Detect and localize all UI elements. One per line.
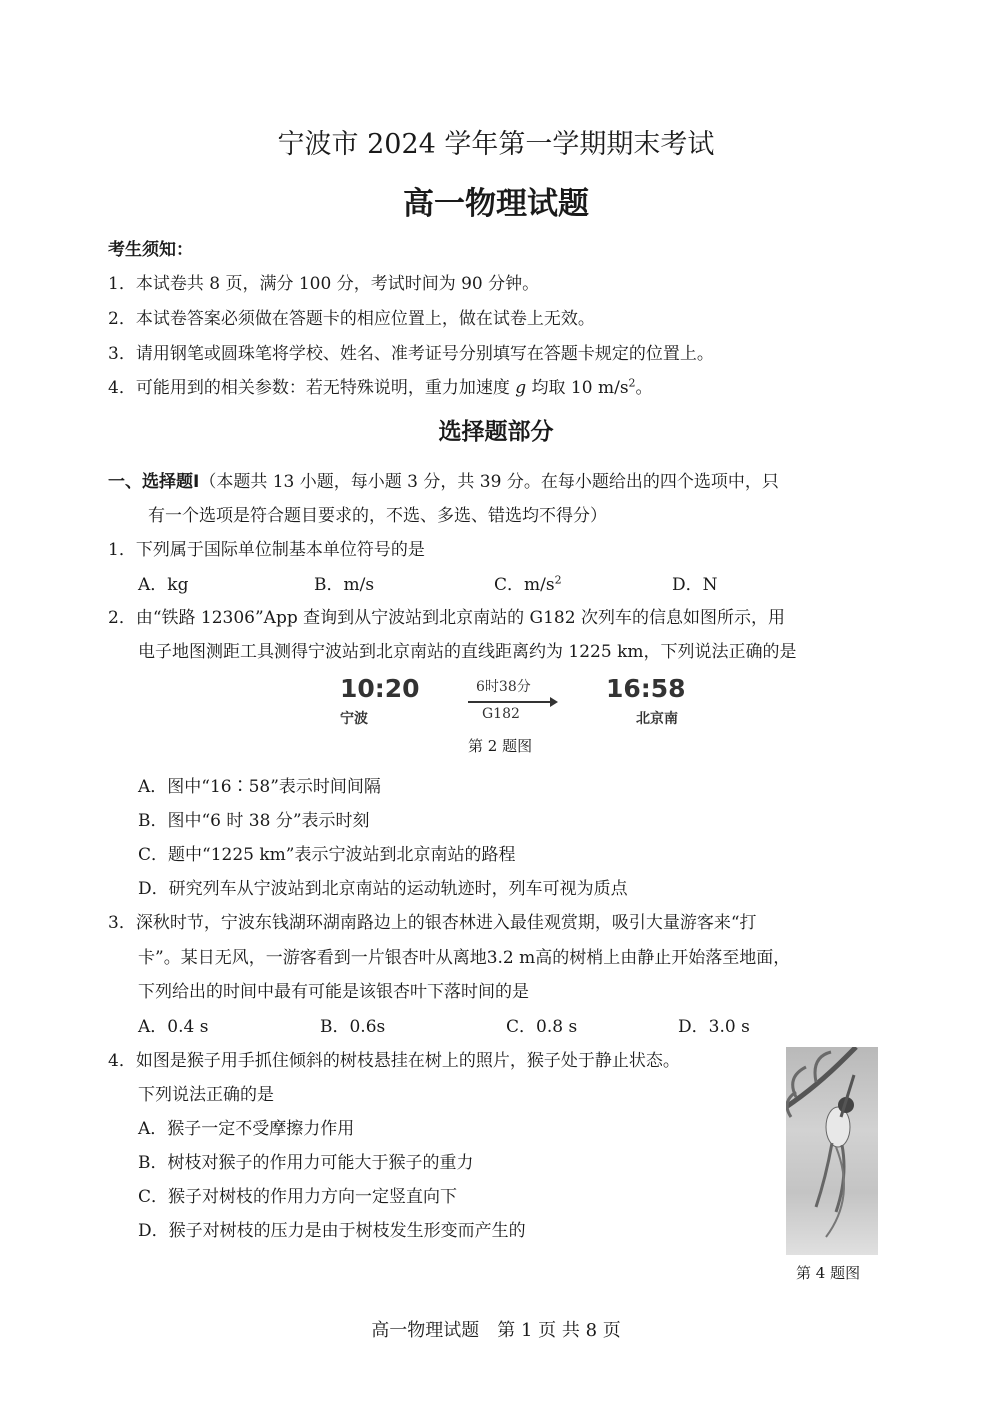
q1-option-c-exp: 2: [554, 573, 562, 587]
q3-option-a: A．0.4 s: [138, 1017, 209, 1037]
notice-item: 2．本试卷答案必须做在答题卡的相应位置上，做在试卷上无效。: [108, 309, 595, 329]
depart-station: 宁波: [340, 711, 368, 727]
q2-option-d: D．研究列车从宁波站到北京南站的运动轨迹时，列车可视为质点: [138, 879, 628, 899]
q2-stem-cont: 电子地图测距工具测得宁波站到北京南站的直线距离约为 1225 km，下列说法正确的是: [138, 642, 797, 662]
q1-option-b: B．m/s: [314, 575, 375, 595]
train-info-figure: [336, 672, 696, 732]
figure-4-caption: 第 4 题图: [796, 1264, 861, 1282]
q4-option-c: C．猴子对树枝的作用力方向一定竖直向下: [138, 1187, 458, 1207]
part1-header: [108, 467, 779, 492]
q3-option-c: C．0.8 s: [506, 1017, 578, 1037]
q4-option-a: A．猴子一定不受摩擦力作用: [138, 1119, 355, 1139]
q2-option-a: A．图中“16∶58”表示时间间隔: [138, 777, 381, 797]
monkey-illustration: [786, 1047, 878, 1255]
q4-option-d: D．猴子对树枝的压力是由于树枝发生形变而产生的: [138, 1221, 526, 1241]
q2-option-b: B．图中“6 时 38 分”表示时刻: [138, 811, 370, 831]
q1-option-d: D．N: [672, 575, 718, 595]
part1-desc: （本题共 13 小题，每小题 3 分，共 39 分。在每小题给出的四个选项中，只: [199, 472, 779, 492]
arrive-time: 16:58: [606, 674, 686, 703]
part1-label: 一、选择题Ⅰ: [108, 472, 200, 492]
trip-duration: 6时38分: [476, 679, 531, 695]
q1-option-c: [494, 570, 562, 595]
arrow-right-icon: [468, 701, 556, 703]
unit-exponent: 2: [628, 376, 636, 390]
q4-stem-cont: 下列说法正确的是: [138, 1085, 274, 1105]
q1-option-a: A．kg: [138, 575, 189, 595]
q4-stem: 4．如图是猴子用手抓住倾斜的树枝悬挂在树上的照片，猴子处于静止状态。: [108, 1051, 680, 1071]
exam-title: 宁波市 2024 学年第一学期期末考试: [277, 129, 715, 160]
q2-stem: 2．由“铁路 12306”App 查询到从宁波站到北京南站的 G182 次列车的信息如图所示，用: [108, 608, 785, 628]
gravity-symbol: g: [515, 378, 527, 398]
monkey-photo: [786, 1047, 878, 1255]
train-number: G182: [482, 706, 520, 722]
q2-option-c: C．题中“1225 km”表示宁波站到北京南站的路程: [138, 845, 516, 865]
notice-item-4-end: 。: [635, 378, 653, 398]
q1-stem: 1．下列属于国际单位制基本单位符号的是: [108, 540, 425, 560]
q3-option-b: B．0.6s: [320, 1017, 386, 1037]
notice-item: 3．请用钢笔或圆珠笔将学校、姓名、准考证号分别填写在答题卡规定的位置上。: [108, 344, 714, 364]
arrive-station: 北京南: [636, 711, 678, 727]
q3-option-d: D．3.0 s: [678, 1017, 750, 1037]
q3-stem-cont: 卡”。某日无风，一游客看到一片银杏叶从离地3.2 m高的树梢上由静止开始落至地面，: [138, 948, 791, 968]
q4-option-b: B．树枝对猴子的作用力可能大于猴子的重力: [138, 1153, 474, 1173]
figure-2-caption: 第 2 题图: [468, 737, 533, 755]
notice-item-4-prefix: 4．可能用到的相关参数：若无特殊说明，重力加速度: [108, 378, 510, 398]
notice-item: 1．本试卷共 8 页，满分 100 分，考试时间为 90 分钟。: [108, 274, 540, 294]
notice-item-4: [108, 373, 653, 398]
exam-subtitle: 高一物理试题: [403, 186, 589, 222]
notice-item-4-mid: 均取 10 m/s: [531, 378, 629, 398]
q3-stem-cont: 下列给出的时间中最有可能是该银杏叶下落时间的是: [138, 982, 529, 1002]
q3-stem: 3．深秋时节，宁波东钱湖环湖南路边上的银杏林进入最佳观赏期，吸引大量游客来“打: [108, 913, 757, 933]
part1-desc-cont: 有一个选项是符合题目要求的，不选、多选、错选均不得分）: [148, 506, 607, 526]
page-footer: 高一物理试题 第 1 页 共 8 页: [371, 1320, 621, 1341]
section-title: 选择题部分: [438, 419, 554, 445]
notice-heading: 考生须知：: [108, 240, 193, 260]
depart-time: 10:20: [340, 674, 420, 703]
q1-option-c-text: C．m/s: [494, 575, 555, 595]
